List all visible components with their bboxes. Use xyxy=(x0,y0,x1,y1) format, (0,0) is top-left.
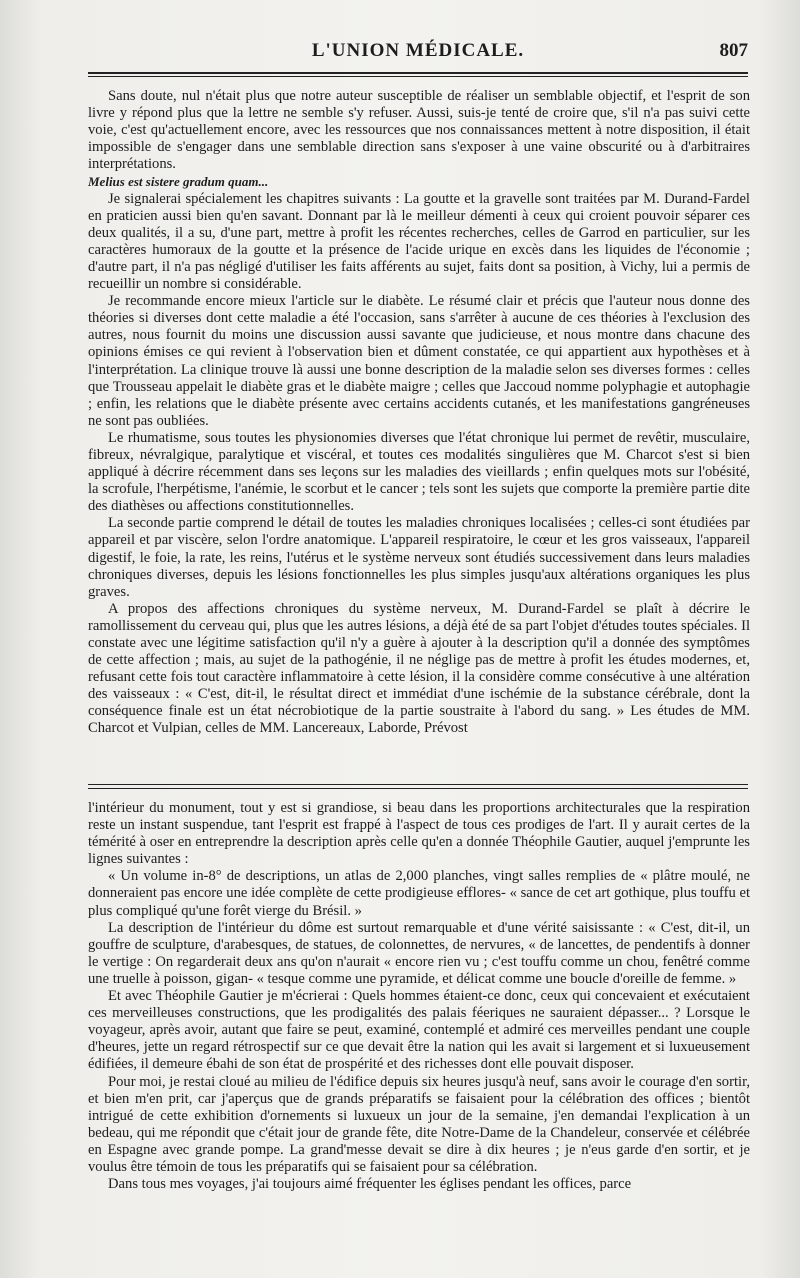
paragraph: Je recommande encore mieux l'article sur le diabète. Le résumé clair et précis que l'auteur nous donne des théories si diverses dont cette maladie a été l'occasion, sans s'arrêter à aucune de ces théories à l'exclusion des autres, nous fournit du moins une discussion aussi savante que judicieuse, et nous montre dans chacune des opinions émises ce qui revient à l'observation bien et dûment constatée, ce qui appartient aux hypothèses et à l'interprétation. La clinique trouve là aussi une bonne description de la maladie selon ses diverses formes : celles que Trousseau appelait le diabète gras et le diabète maigre ; celles que Jaccoud nomme polyphagie et autophagie ; enfin, les relations que le diabète présente avec certains accidents cutanés, et les manifestations gangréneuses ne sont pas oubliées. xyxy=(88,293,750,429)
page-number: 807 xyxy=(719,40,748,61)
paragraph: l'intérieur du monument, tout y est si grandiose, si beau dans les proportions architecturales que la respiration reste un instant suspendue, tant l'esprit est frappé à l'aspect de tous ces prodiges de l'art. Il y aurait certes de la témérité à oser en entreprendre la description après celle qu'en a donnée Théophile Gautier, auquel j'emprunte les lignes suivantes : xyxy=(88,800,750,868)
paragraph: Dans tous mes voyages, j'ai toujours aimé fréquenter les églises pendant les offices, parce xyxy=(108,1176,632,1193)
paragraph: A propos des affections chroniques du système nerveux, M. Durand-Fardel se plaît à décrire le ramollissement du cerveau qui, plus que les autres lésions, a déjà été de sa part l'objet d'études toutes spéciales. Il constate avec une légitime satisfaction qu'il n'y a guère à ajouter à la description qu'il a donnée des symptômes de cette affection ; mais, au sujet de la pathogénie, il ne néglige pas de mettre à profit les études modernes, et, refusant cette fois tout caractère inflammatoire à cette lésion, il la considère comme consécutive à une altération des vaisseaux : « C'est, dit-il, le résultat direct et immédiat d'une ischémie de la substance cérébrale, dont la conséquence finale est un état nécrobiotique de la partie soustraite à l'abord du sang. » Les études de MM. Charcot et Vulpian, celles de MM. Lancereaux, Laborde, Prévost xyxy=(88,600,750,737)
quotation: « Un volume in-8° de descriptions, un atlas de 2,000 planches, vingt salles remplies de « plâtre moulé, ne donneraient pas encore une idée complète de cette prodigieuse efflores- « sance de cet art gothique, plus touffu et plus compliqué qu'une forêt vierge du Brésil. » xyxy=(88,868,750,919)
running-head xyxy=(88,40,748,66)
paragraph: Sans doute, nul n'était plus que notre auteur susceptible de réaliser un semblable objectif, et l'esprit de son livre y répond plus que la lettre ne semble s'y refuser. Aussi, suis-je tenté de croire que, s'il n'a pas suivi cette voie, c'est qu'actuellement encore, avec les ressources que nos connaissances mettent à notre disposition, il était impossible de s'engager dans une semblable direction sans s'exposer à une vaine obscurité ou à d'arbitraires interprétations. xyxy=(88,88,750,173)
section-divider xyxy=(88,784,748,789)
review-section xyxy=(88,88,750,778)
feuilleton-section xyxy=(88,800,750,1250)
paragraph: Et avec Théophile Gautier je m'écrierai : Quels hommes étaient-ce donc, ceux qui concevaient et exécutaient ces merveilleuses constructions, que les prodigalités des palais féeriques ne sauraient dépasser... ? Lorsque le voyageur, après avoir, autant que faire se peut, examiné, contemplé et admiré ces merveilles pendant une couple d'heures, jette un regard rétrospectif sur ce que devait être la nation qui les avait si largement et si luxueusement édifiées, il demeure ébahi de son état de prospérité et des richesses dont elle pouvait disposer. xyxy=(88,988,750,1073)
paragraph: Le rhumatisme, sous toutes les physionomies diverses que l'état chronique lui permet de revêtir, musculaire, fibreux, névralgique, paralytique et viscéral, et toutes ces modalités singulières que M. Charcot s'est si bien appliqué à décrire récemment dans ses leçons sur les maladies des vieillards ; enfin quelques mots sur l'obésité, la scrofule, l'herpétisme, l'anémie, le scorbut et le cancer ; tels sont les sujets que comporte la première partie dite des diathèses ou affections constitutionnelles. xyxy=(88,429,750,515)
paragraph: Je signalerai spécialement les chapitres suivants : La goutte et la gravelle sont traitées par M. Durand-Fardel en praticien aussi bien qu'en savant. Donnant par là le meilleur démenti à ceux qui croient pouvoir séparer ces deux qualités, il a su, d'une part, mettre à profit les récentes recherches, celles de Garrod en particulier, sur les caractères humoraux de la goutte et la présence de l'acide urique en excès dans les liquides de l'économie ; d'autre part, il n'a pas négligé d'utiliser les faits afférents au sujet, faits dont sa position, à Vichy, lui a permis de recueillir un nombre si considérable. xyxy=(88,190,750,293)
paragraph: La seconde partie comprend le détail de toutes les maladies chroniques localisées ; celles-ci sont étudiées par appareil et par viscère, selon l'ordre anatomique. L'appareil respiratoire, le cœur et les gros vaisseaux, l'appareil digestif, le foie, la rate, les reins, l'utérus et le système nerveux sont étudiés successivement dans leurs maladies chroniques diverses, depuis les lésions fonctionnelles les plus simples jusqu'aux altérations organiques les plus graves. xyxy=(88,515,750,600)
paragraph: Pour moi, je restai cloué au milieu de l'édifice depuis six heures jusqu'à neuf, sans avoir le courage d'en sortir, et bien m'en prit, car j'aperçus que de grands préparatifs se faisaient pour la célébration des offices ; bientôt intrigué de cette exhibition d'ornements si luxueux un jour de la semaine, j'en demandai l'explication à un bedeau, qui me répondit que c'était jour de grande fête, dite Notre-Dame de la Chandeleur, conservée et célébrée en Espagne avec grande pompe. La grand'messe devait se dire à dix heures ; je n'eus garde d'en sortir, et je voulus être témoin de tous les préparatifs qui se faisaient pour sa célébration. xyxy=(88,1073,750,1175)
journal-title: L'UNION MÉDICALE. xyxy=(311,40,525,61)
latin-motto: Melius est sistere gradum quam... xyxy=(88,174,269,190)
paragraph: La description de l'intérieur du dôme est surtout remarquable et d'une vérité saisissante : « C'est, dit-il, un gouffre de sculpture, d'arabesques, de statues, de colonnettes, de nervures, « de lancettes, de pendentifs à donner le vertige : On regarderait deux ans qu'on n'aurait « encore rien vu ; c'est touffu comme un chou, fenêtré comme une truelle à poisson, gigan- « tesque comme une pyramide, et délicat comme une boucle d'oreille de femme. » xyxy=(88,919,750,987)
header-rule xyxy=(88,72,748,77)
